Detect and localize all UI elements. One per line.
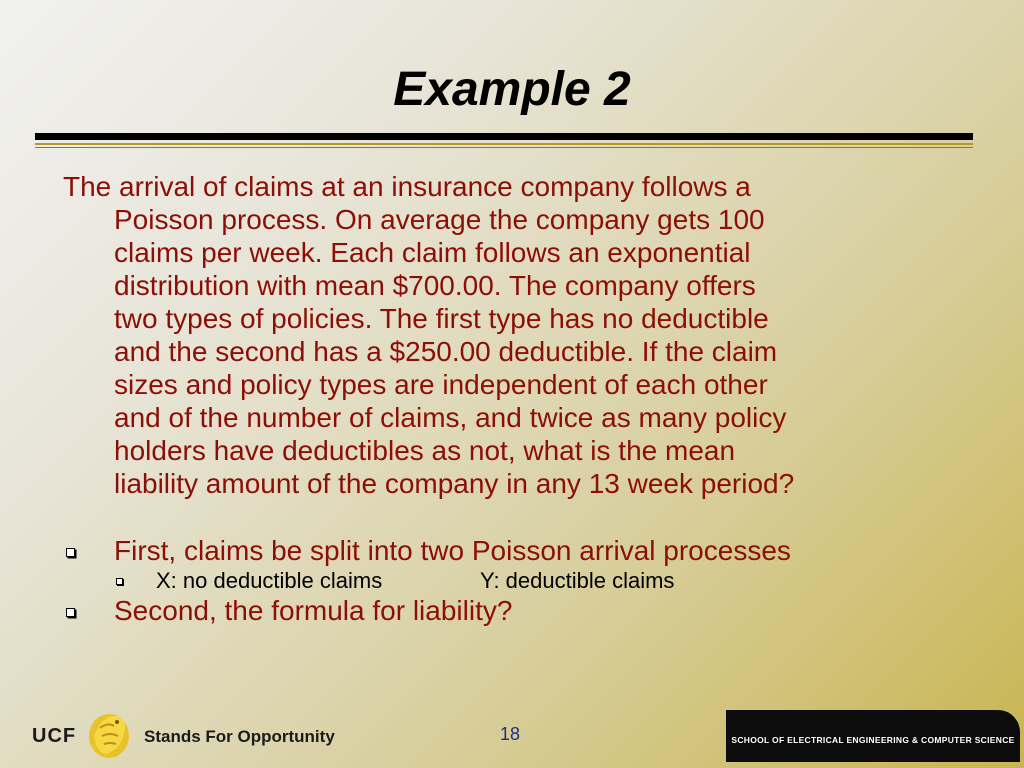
paragraph-line: and the second has a $250.00 deductible. If the claim xyxy=(114,336,778,367)
bullet-square-icon xyxy=(66,608,75,617)
title-rule-thick xyxy=(35,133,973,140)
slide-title: Example 2 xyxy=(393,63,631,116)
paragraph-line: liability amount of the company in any 13 week period? xyxy=(114,468,795,499)
title-rule-thin-lower xyxy=(35,147,973,148)
title-rule-thin xyxy=(35,143,973,145)
paragraph-line: The arrival of claims at an insurance company follows a xyxy=(63,171,751,202)
problem-paragraph xyxy=(63,170,963,500)
paragraph-line: holders have deductibles as not, what is the mean xyxy=(114,435,736,466)
paragraph-line: two types of policies. The first type has no deductible xyxy=(114,303,769,334)
paragraph-line: distribution with mean $700.00. The company offers xyxy=(114,270,756,301)
school-banner xyxy=(726,710,1020,762)
sub-bullet-x: X: no deductible claims xyxy=(156,568,383,593)
page-number: 18 xyxy=(500,724,521,744)
sub-bullet-square-icon xyxy=(116,578,123,585)
bullet-first: First, claims be split into two Poisson arrival processes xyxy=(114,535,791,566)
bullet-second: Second, the formula for liability? xyxy=(114,595,513,626)
paragraph-line: and of the number of claims, and twice as many policy xyxy=(114,402,787,433)
paragraph-line: sizes and policy types are independent of each other xyxy=(114,369,768,400)
tagline: Stands For Opportunity xyxy=(144,727,335,746)
paragraph-line: Poisson process. On average the company gets 100 xyxy=(114,204,765,235)
pegasus-logo-icon xyxy=(84,706,134,760)
sub-bullet-y: Y: deductible claims xyxy=(480,568,675,593)
bullet-square-icon xyxy=(66,548,75,557)
school-name: SCHOOL OF ELECTRICAL ENGINEERING & COMPUTER SCIENCE xyxy=(731,735,1015,745)
paragraph-line: claims per week. Each claim follows an exponential xyxy=(114,237,751,268)
ucf-wordmark: UCF xyxy=(32,725,77,747)
